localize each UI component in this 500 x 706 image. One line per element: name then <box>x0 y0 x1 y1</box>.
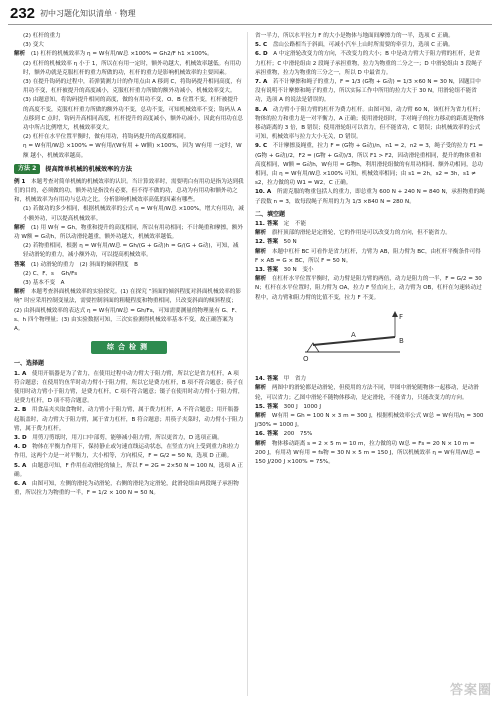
line-text: (3) 在提升钩码的过程中，若弹簧测力计的作用点由 A 移到 C，将钩码提升相同高度，有用功不变，杠杆被提升的高度减小，克服杠杆重力所做的额外功减小，机械效率变大。 <box>23 79 242 95</box>
text-line <box>255 41 485 50</box>
text-line <box>14 32 244 41</box>
line-text: 由题意可知，F 作用在动滑轮的轴上，所以 F = 2G = 2×50 N = 100 N，选项 A 正确。 <box>14 462 243 478</box>
line-label: 5. C <box>255 42 268 49</box>
left-column <box>14 32 244 696</box>
line-text: 本题考查斜面机械效率的实验探究。(1) 在探究 “斜面的倾斜程度对斜面机械效率的影响” 时应采用控制变量法，需要控制斜面的粗糙程度和物重相同，只改变斜面的倾斜程度；(2) 由斜面机械效率的表达式 η = W有用/W总 = Gh/Fs，可知需要测量的物理量有 G、F、s、h 四个物理量；(3) 由实验数据可知，三次实验测得机械效率基本不变，故正确答案为 A。 <box>14 289 241 333</box>
label-b: B <box>399 336 404 345</box>
line-label: 11. 答案 <box>255 221 279 228</box>
right-block-2 <box>255 220 485 303</box>
line-text: 在杠杆水平位置平衡时，动力臂是阻力臂的两倍，动力是阻力的一半，F = G/2 = 30 N；杠杆在水平位置时，阻力臂为 OA，拉力 F 竖直向上，动力臂为 OB，杠杆在匀速转动过程中，动力臂和阻力臂的比值不变，拉力 F 不变。 <box>255 276 484 301</box>
page-header <box>0 0 500 26</box>
line-label: 4. D <box>14 444 27 451</box>
text-line <box>255 375 485 384</box>
text-line <box>255 78 485 106</box>
text-line <box>14 133 244 142</box>
text-line <box>255 220 485 229</box>
line-label: 13. 答案 <box>255 267 279 274</box>
text-line <box>255 440 485 468</box>
text-line <box>14 60 244 78</box>
right-column <box>255 32 485 696</box>
line-text: 50 N <box>283 239 297 246</box>
text-line <box>14 443 244 461</box>
text-line <box>255 248 485 266</box>
lever-figure <box>295 307 415 367</box>
line-label: 6. D <box>255 51 268 58</box>
right-block-3 <box>255 375 485 467</box>
line-text: 省一半力，所以水平拉力 F 的大小是物体与地面间摩擦力的一半，选项 C 正确。 <box>255 33 454 39</box>
banner-label: 综合检测 <box>91 341 167 354</box>
line-text: 物体移动距离 s = 2 × 5 m = 10 m，拉力做的功 W总 = Fs = 20 N × 10 m = 200 J，有用功 W有用 = fs物 = 30 N × 5 m = 150 J，所以机械效率 η = W有用/W总 = 150 J/200 J ×100% = 75%。 <box>255 440 483 465</box>
text-line <box>14 205 244 223</box>
label-f: F <box>399 312 404 321</box>
text-line <box>14 50 244 59</box>
text-line <box>14 288 244 334</box>
line-label: 解析 <box>14 51 26 58</box>
line-text: (3) 变大 <box>23 42 44 49</box>
line-text: 不计摩擦及绳重，拉力 F = (G物 + G动)/n，n1 = 2，n2 = 3，绳子受的拉力 F1 = (G物 + G动)/2，F2 = (G物 + G动)/3，所以 F1 > F2，因动滑轮重相同，提升的物体重和高度相同，W额 = G动h，W有用 = G物h，利用滑轮组做的有用功相同、额外功相同，总功相同，由 η = W有用/W总 ×100% 可知，机械效率相同；由 s1 = 2h，s2 = 3h，s1 ≠ s2，拉力做的功 W1 = W2，C 正确。 <box>255 143 485 187</box>
text-line <box>14 224 244 242</box>
line-text: 用剪刀剪纸时，用刀口中部剪，能够减小阻力臂，所以更省力，D 选项正确。 <box>32 434 223 441</box>
section-heading <box>14 164 244 175</box>
line-text: 本题中杠杆 BC 可看作是省力杠杆，力臂为 AB，阻力臂为 BC，由杠杆平衡条件可得 F × AB = G × BC，所以 F = 50 N。 <box>255 248 483 264</box>
line-text: 动力臂小于阻力臂的杠杆为费力杠杆。由图可知，动力臂 60 N，该杠杆为省力杠杆；物体的拉力和重力是一对平衡力，A 正确；使用滑轮组时，手对绳子的拉力移动的距离是物体移动距离的 3 倍，B 错误；使用滑轮组可以省力，但不能省功，C 错误；由机械效率的公式可知，机械效率与拉力大小无关，D 错误。 <box>255 106 485 141</box>
line-text: (1) 若做功的多少相同，根据机械效率的公式 η = W有用/W总 ×100%，增大有用功，减小额外功，可以提高机械效率。 <box>23 206 244 222</box>
page-number: 232 <box>10 5 36 22</box>
text-line <box>14 242 244 260</box>
text-line <box>255 142 485 188</box>
line-label: 解析 <box>255 412 267 419</box>
line-label: 解析 <box>14 224 26 231</box>
text-line <box>14 142 244 160</box>
text-line <box>255 50 485 78</box>
text-line <box>255 266 485 275</box>
sub-heading-fill: 二、填空题 <box>255 210 286 218</box>
line-text: (3) 基本不变 A <box>23 280 65 287</box>
header-rule <box>8 24 492 25</box>
line-text: (2) C、F、s Gh/Fs <box>23 270 78 277</box>
line-text: 两图中的滑轮都是动滑轮，但使用的方法不同，甲图中滑轮随物体一起移动，是动滑轮，可以省力；乙图中滑轮不随物体移动，是定滑轮，不能省力，只能改变力的方向。 <box>255 385 479 401</box>
text-line <box>14 406 244 434</box>
column-divider <box>247 32 248 696</box>
line-text: 本题考查对简单机械的机械效率的认识。当计算效率时，需要明白有用功是指为达到我们的目的，必须做的功，额外功是指没有必要，但不得不做的功，总功为有用功和额外功之和，机械效率为有用功与总功之比。分析影响机械效率高低的因素有哪些。 <box>14 178 244 204</box>
line-label: 9. C <box>255 143 268 150</box>
line-text: (2) 杠杆的机械效率 η 小于 1，所以在有用一定时，额外功越大，机械效率越低。有用功时，额外功就是克服杠杆的重力所做的功，杠杆的重力是影响机械效率的主要因素。 <box>23 60 241 76</box>
line-label: 15. 答案 <box>255 403 279 410</box>
line-label: 答案 <box>14 261 26 268</box>
line-label: 8. A <box>255 106 268 113</box>
left-block-2 <box>14 178 244 334</box>
left-block-1 <box>14 32 244 161</box>
text-line <box>255 188 485 206</box>
text-line <box>14 41 244 50</box>
line-label: 解析 <box>255 440 267 447</box>
line-label: 12. 答案 <box>255 239 279 246</box>
text-line <box>255 106 485 143</box>
book-title: 初中习题化知识清单 · 物理 <box>40 9 136 18</box>
line-label: 解析 <box>255 276 267 283</box>
line-label: 1. A <box>14 370 27 377</box>
text-line <box>14 279 244 288</box>
text-line <box>14 370 244 407</box>
text-line <box>255 238 485 247</box>
line-label: 7. A <box>255 79 268 86</box>
left-block-3 <box>14 370 244 499</box>
line-text: 物体在平衡力作用下，保持静止或匀速直线运动状态，在竖直方向上受到重力和拉力作用，这两个力是一对平衡力，大小相等，方向相反，F = G/2 = 50 N，选项 D 正确。 <box>14 444 240 460</box>
text-line <box>14 270 244 279</box>
line-text: 200 75% <box>283 431 313 438</box>
line-label: 解析 <box>14 289 26 296</box>
label-a: A <box>351 330 356 339</box>
line-text: η = W有用/W总 ×100% = W有用/(W有用 + W额) ×100%，因为 W有用 一定时，W额 越小，机械效率越高。 <box>23 143 242 159</box>
text-line <box>14 261 244 270</box>
text-line <box>255 275 485 303</box>
line-label: 2. B <box>14 407 27 414</box>
line-text: (2) 若物重相同，根据 η = W有用/W总 = Gh/(G + G动)h = G/(G + G动)，可知，减轻动滑轮的重力，减小额外功，可以提高机械效率。 <box>23 243 239 259</box>
line-text: 用食品夹夹取食物时，动力臂小于阻力臂，属于费力杠杆，A 不符合题意；用开瓶器起瓶盖时，动力臂大于阻力臂，属于省力杠杆，B 符合题意；用筷子夹菜时，动力臂小于阻力臂，属于费力杠杆。 <box>14 407 244 432</box>
line-text: 300 J 1000 J <box>283 403 322 410</box>
text-line <box>255 229 485 238</box>
line-text: (1) 动滑轮的重力 (2) 斜面的倾斜程度 B <box>30 261 138 268</box>
label-o: O <box>303 354 309 363</box>
watermark-logo <box>422 670 492 700</box>
text-line <box>255 384 485 402</box>
line-text: 由图可知，左侧的滑轮为动滑轮，右侧的滑轮为定滑轮，此滑轮组由两段绳子承担物重，所以拉力为物重的一半，F = 1/2 × 100 N = 50 N。 <box>14 480 239 497</box>
line-label: 14. 答案 <box>255 376 279 383</box>
text-line <box>14 78 244 96</box>
text-line <box>14 96 244 133</box>
line-label: 16. 答案 <box>255 431 279 438</box>
line-text: W有用 = Gh = 100 N × 3 m = 300 J，根据机械效率公式 W总 = W有用/η = 300 J/30% = 1000 J。 <box>255 412 486 429</box>
right-block-1 <box>255 32 485 207</box>
review-banner <box>14 340 244 354</box>
line-text: 旗杆顶部的滑轮是定滑轮，它的作用是可以改变力的方向，但不能省力。 <box>271 230 451 237</box>
text-line <box>255 403 485 412</box>
line-text: 所需克服的物重包括人的重力，即总重为 600 N + 240 N = 840 N，承担物重的绳子段数 n = 3，故每段绳子所用的力为 1/3 ×840 N = 280 N。 <box>255 189 485 205</box>
line-text: (3) 由题意知，将钩码提升相同的高度，做的有用功不变，O、B 位置不变，杠杆被提升的高度不变，克服杠杆重力所做的额外功不变，总功不变，可知机械效率不变；钩码从 A 点移到 C 点时，钩码升高相同高度，杠杆提升的高度减小，额外功减小，因此有用功在总功中所占比例增大，机械效率变大。 <box>23 97 244 132</box>
text-line <box>255 32 485 41</box>
line-text: 盘山公路相当于斜面，可减小汽车上山时所需要的牵引力，选项 C 正确。 <box>272 42 454 49</box>
line-text: 使用开瓶器是为了省力，在使用过程中动力臂大于阻力臂，所以它是省力杠杆，A 项符合题意；在使用钓鱼竿时动力臂小于阻力臂，所以它是费力杠杆，B 项不符合题意；筷子在使用时动力臂小于阻力臂，是费力杠杆，C 项不符合题意；镊子在使用时动力臂小于阻力臂，是费力杠杆，D 项不符合题意。 <box>14 370 244 405</box>
line-text: (2) 杠杆的重力 <box>23 33 61 39</box>
text-line <box>255 412 485 430</box>
line-text: A 中定滑轮改变力的方向，不改变力的大小；B 中是动力臂大于阻力臂的杠杆，是省力杠杆；C 中滑轮组由 2 段绳子承担重物，拉力为物重的二分之一；D 中滑轮组由 3 段绳子承担重物，拉力为物重的三分之一，所以 D 中最省力。 <box>255 51 483 76</box>
line-label: 5. A <box>14 462 27 469</box>
section-badge: 方法 2 <box>14 164 40 174</box>
line-label: 3. D <box>14 434 27 441</box>
line-label: 解析 <box>255 385 267 392</box>
line-label: 10. A <box>255 189 272 196</box>
text-line <box>14 480 244 498</box>
line-text: (1) 杠杆的机械效率为 η = W有用/W总 ×100% = Gh2/F h1 ×100%。 <box>30 51 213 58</box>
sub-heading-choice: 一、选择题 <box>14 360 45 368</box>
line-label: 6. A <box>14 480 27 487</box>
line-label: 例 1 <box>14 178 26 185</box>
line-text: 甲 省力 <box>283 376 307 383</box>
section-title: 提高简单机械的机械效率的方法 <box>45 165 132 173</box>
text-line <box>14 434 244 443</box>
line-text: 若不计摩擦和绳子的重力，F = 1/3 (G物 + G动) = 1/3 ×60 N = 30 N，因题目中没有说明不计摩擦和绳子的重力，所以实际工作中所用的拉力大于 30 N，用滑轮组不能省功，选项 A 的说法是错误的。 <box>255 79 481 104</box>
line-text: 30 N 变小 <box>283 267 314 274</box>
line-label: 解析 <box>255 248 267 255</box>
line-text: (2) 杠杆在水平位置平衡时，做有用功，将钩码提升的高度都相同。 <box>23 134 190 141</box>
watermark-text: 答案圈 <box>449 682 492 697</box>
line-text: 定 不能 <box>283 221 307 228</box>
text-line <box>14 178 244 206</box>
line-text: (1) 用 W有 = Gh，物重和提升的高度相同，所以有用功相同；不计绳重和摩擦，额外功 W额 = G动h，所以动滑轮越重，额外功越大，机械效率越低。 <box>14 224 243 241</box>
text-line <box>14 462 244 480</box>
text-line <box>255 430 485 439</box>
line-label: 解析 <box>255 230 267 237</box>
arrowhead-icon <box>392 311 398 317</box>
